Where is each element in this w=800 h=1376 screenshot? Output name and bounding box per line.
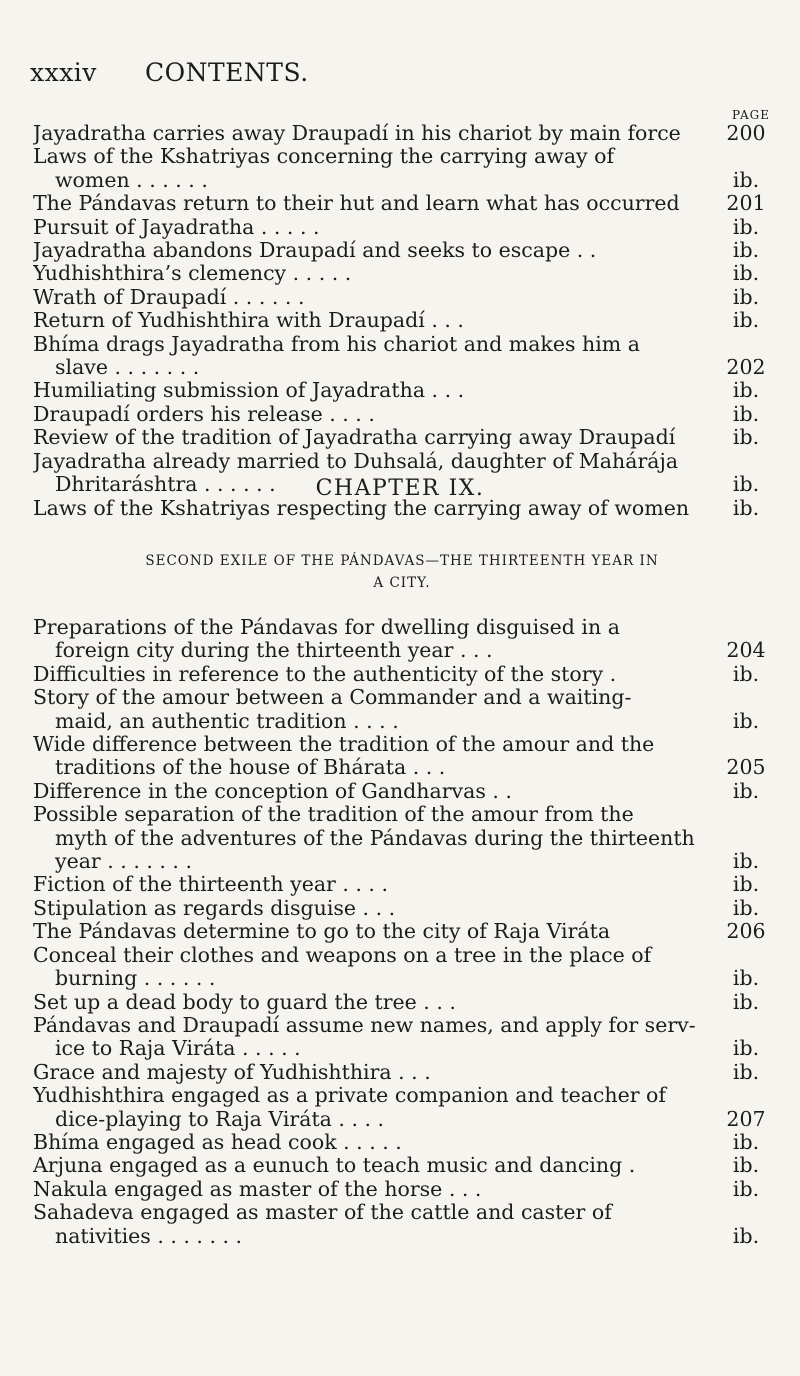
contents-entry: [33, 616, 771, 663]
contents-entry: [33, 426, 771, 449]
entry-page-number: ib.: [732, 495, 760, 520]
chapter-heading: CHAPTER IX.: [315, 476, 485, 501]
entry-text-line: Pursuit of Jayadratha . . . . .: [33, 215, 320, 239]
contents-entry: [33, 873, 771, 896]
contents-entry: [33, 803, 771, 873]
entry-page-number: ib.: [732, 308, 760, 333]
entry-text-line: Possible separation of the tradition of the amour from the: [33, 803, 634, 827]
entry-page-number: ib.: [732, 1129, 760, 1154]
entry-text-line: slave . . . . . . .: [55, 356, 200, 380]
contents-entry: [33, 1178, 771, 1201]
chapter-subtitle: [33, 550, 771, 594]
entry-text-line: Difference in the conception of Gandharvas . .: [33, 779, 512, 803]
chapter-subtitle-line: A CITY.: [373, 575, 431, 591]
entry-text-line: maid, an authentic tradition . . . .: [55, 709, 399, 733]
contents-entry: [33, 686, 771, 733]
contents-entry: [33, 286, 771, 309]
entry-page-number: ib.: [732, 989, 760, 1014]
contents-list-a: [33, 122, 771, 520]
entry-text-line: Difficulties in reference to the authenticity of the story .: [33, 662, 617, 686]
entry-text-line: The Pándavas determine to go to the city of Raja Viráta: [33, 920, 611, 944]
contents-entry: [33, 1131, 771, 1154]
entry-text-line: Grace and majesty of Yudhishthira . . .: [33, 1060, 431, 1084]
entry-page-number: 202: [726, 355, 766, 380]
entry-page-number: ib.: [732, 1153, 760, 1178]
contents-entry: [33, 192, 771, 215]
contents-entry: [33, 1201, 771, 1248]
entry-page-number: ib.: [732, 872, 760, 897]
entry-text-line: burning . . . . . .: [55, 967, 216, 991]
entry-page-number: 204: [726, 638, 766, 663]
entry-text-line: Yudhishthira’s clemency . . . . .: [33, 262, 352, 286]
entry-text-line: Fiction of the thirteenth year . . . .: [33, 873, 388, 897]
entry-page-number: ib.: [732, 1223, 760, 1248]
entry-page-number: ib.: [732, 472, 760, 497]
entry-text-line: women . . . . . .: [55, 168, 208, 192]
entry-text-line: Humiliating submission of Jayadratha . . .: [33, 379, 465, 403]
contents-entry: [33, 309, 771, 332]
entry-page-number: ib.: [732, 1059, 760, 1084]
entry-text-line: Arjuna engaged as a eunuch to teach music and dancing .: [33, 1154, 636, 1178]
entry-page-number: ib.: [732, 214, 760, 239]
entry-page-number: ib.: [732, 661, 760, 686]
entry-text-line: dice-playing to Raja Viráta . . . .: [55, 1107, 385, 1131]
entry-page-number: 201: [726, 191, 766, 216]
entry-page-number: ib.: [732, 966, 760, 991]
contents-entry: [33, 1084, 771, 1131]
contents-entry: [33, 897, 771, 920]
entry-text-line: Bhíma engaged as head cook . . . . .: [33, 1130, 402, 1154]
contents-entry: [33, 663, 771, 686]
contents-entry: [33, 333, 771, 380]
contents-entry: [33, 920, 771, 943]
entry-text-line: Nakula engaged as master of the horse . . .: [33, 1177, 482, 1201]
entry-text-line: traditions of the house of Bhárata . . .: [55, 756, 446, 780]
entry-text-line: Laws of the Kshatriyas concerning the carrying away of: [33, 145, 615, 169]
contents-entry: [33, 239, 771, 262]
chapter-subtitle-line: SECOND EXILE OF THE PÁNDAVAS—THE THIRTEENTH YEAR IN: [145, 553, 659, 569]
entry-text-line: Sahadeva engaged as master of the cattle and caster of: [33, 1201, 612, 1225]
entry-text-line: Yudhishthira engaged as a private companion and teacher of: [33, 1084, 666, 1108]
entry-text-line: Laws of the Kshatriyas respecting the carrying away of women: [33, 496, 690, 520]
contents-entry: [33, 145, 771, 192]
entry-page-number: ib.: [732, 167, 760, 192]
entry-text-line: Dhritaráshtra . . . . . .: [55, 473, 276, 497]
entry-text-line: nativities . . . . . . .: [55, 1224, 243, 1248]
entry-text-line: Review of the tradition of Jayadratha carrying away Draupadí: [33, 426, 676, 450]
entry-page-number: ib.: [732, 378, 760, 403]
contents-entry: [33, 1154, 771, 1177]
entry-page-number: ib.: [732, 1176, 760, 1201]
contents-entry: [33, 122, 771, 145]
contents-list-b: [33, 616, 771, 1248]
entry-page-number: ib.: [732, 238, 760, 263]
entry-text-line: Story of the amour between a Commander and a waiting-: [33, 686, 632, 710]
entry-text-line: Conceal their clothes and weapons on a tree in the place of: [33, 943, 652, 967]
entry-text-line: Stipulation as regards disguise . . .: [33, 896, 396, 920]
entry-text-line: Wrath of Draupadí . . . . . .: [33, 285, 305, 309]
entry-text-line: ice to Raja Viráta . . . . .: [55, 1037, 301, 1061]
entry-text-line: The Pándavas return to their hut and learn what has occurred: [33, 192, 680, 216]
contents-entry: [33, 991, 771, 1014]
entry-page-number: ib.: [732, 708, 760, 733]
contents-entry: [33, 1061, 771, 1084]
header-title: CONTENTS.: [145, 58, 309, 87]
entry-page-number: 206: [726, 919, 766, 944]
entry-text-line: Set up a dead body to guard the tree . . .: [33, 990, 456, 1014]
contents-entry: [33, 403, 771, 426]
entry-text-line: foreign city during the thirteenth year . . .: [55, 639, 493, 663]
entry-text-line: Jayadratha already married to Duhsalá, daughter of Mahárája: [33, 449, 679, 473]
contents-entry: [33, 262, 771, 285]
entry-page-number: 200: [726, 121, 766, 145]
contents-entry: [33, 1014, 771, 1061]
entry-text-line: Pándavas and Draupadí assume new names, and apply for serv-: [33, 1013, 696, 1037]
entry-text-line: myth of the adventures of the Pándavas during the thirteenth: [55, 826, 695, 850]
entry-text-line: Jayadratha carries away Draupadí in his chariot by main force: [33, 122, 681, 145]
entry-page-number: ib.: [732, 849, 760, 874]
entry-text-line: Bhíma drags Jayadratha from his chariot and makes him a: [33, 332, 640, 356]
entry-text-line: Return of Yudhishthira with Draupadí . . .: [33, 309, 464, 333]
contents-entry: [33, 944, 771, 991]
entry-page-number: ib.: [732, 401, 760, 426]
entry-text-line: Preparations of the Pándavas for dwelling disguised in a: [33, 616, 620, 639]
entry-page-number: ib.: [732, 261, 760, 286]
contents-entry: [33, 379, 771, 402]
contents-entry: [33, 780, 771, 803]
page-column-label: PAGE: [732, 108, 770, 122]
entry-text-line: Jayadratha abandons Draupadí and seeks to escape . .: [33, 239, 597, 263]
entry-page-number: 207: [726, 1106, 766, 1131]
entry-page-number: ib.: [732, 778, 760, 803]
contents-entry: [33, 733, 771, 780]
entry-text-line: Wide difference between the tradition of the amour and the: [33, 733, 655, 757]
contents-entry: [33, 216, 771, 239]
entry-page-number: ib.: [732, 284, 760, 309]
entry-page-number: 205: [726, 755, 766, 780]
page-number-roman: xxxiv: [30, 58, 97, 87]
entry-page-number: ib.: [732, 1036, 760, 1061]
entry-text-line: year . . . . . . .: [55, 850, 192, 874]
entry-page-number: ib.: [732, 425, 760, 450]
entry-text-line: Draupadí orders his release . . . .: [33, 402, 375, 426]
entry-page-number: ib.: [732, 895, 760, 920]
running-header: [30, 58, 309, 87]
